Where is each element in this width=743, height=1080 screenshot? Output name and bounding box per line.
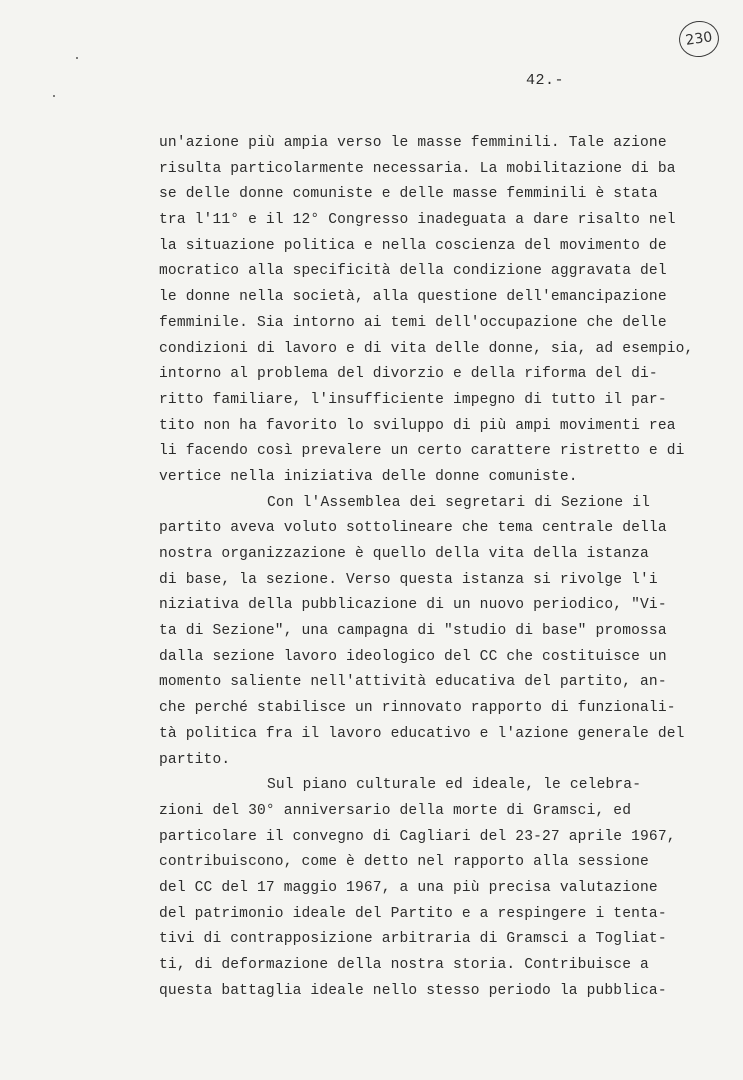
- text-line: se delle donne comuniste e delle masse femminili è stata: [159, 186, 658, 203]
- text-line: partito aveva voluto sottolineare che tema centrale della: [159, 520, 667, 537]
- scan-speck: [76, 57, 78, 59]
- text-line: di base, la sezione. Verso questa istanza si rivolge l'i: [159, 571, 658, 588]
- stamp-number: 230: [684, 29, 714, 49]
- text-line: questa battaglia ideale nello stesso periodo la pubblica-: [159, 982, 667, 999]
- text-line: del patrimonio ideale del Partito e a respingere i tenta-: [159, 905, 667, 922]
- text-line: momento saliente nell'attività educativa del partito, an-: [159, 674, 667, 691]
- body-text: [159, 131, 694, 1004]
- text-line: mocratico alla specificità della condizione aggravata del: [159, 263, 667, 280]
- text-line: dalla sezione lavoro ideologico del CC che costituisce un: [159, 648, 667, 665]
- text-line: li facendo così prevalere un certo carattere ristretto e di: [159, 443, 685, 460]
- text-line: un'azione più ampia verso le masse femminili. Tale azione: [159, 135, 667, 151]
- page-stamp: [677, 18, 722, 59]
- text-line: zioni del 30° anniversario della morte di Gramsci, ed: [159, 802, 632, 819]
- text-line: contribuiscono, come è detto nel rapporto alla sessione: [159, 854, 649, 871]
- text-line: partito.: [159, 751, 231, 768]
- scan-speck: [53, 95, 55, 97]
- page-number: 42.-: [526, 72, 565, 89]
- text-line: tra l'11° e il 12° Congresso inadeguata a dare risalto nel: [159, 212, 676, 229]
- paragraph-start-line: Con l'Assemblea dei segretari di Sezione il: [267, 494, 651, 511]
- text-line: condizioni di lavoro e di vita delle donne, sia, ad esempio,: [159, 340, 694, 357]
- text-line: particolare il convegno di Cagliari del 23-27 aprile 1967,: [159, 828, 676, 845]
- paragraph-start-line: Sul piano culturale ed ideale, le celebra-: [267, 777, 642, 794]
- text-line: che perché stabilisce un rinnovato rapporto di funzionali-: [159, 700, 676, 717]
- text-line: tito non ha favorito lo sviluppo di più ampi movimenti rea: [159, 417, 676, 434]
- text-line: ritto familiare, l'insufficiente impegno di tutto il par-: [159, 391, 667, 408]
- text-line: risulta particolarmente necessaria. La mobilitazione di ba: [159, 160, 676, 177]
- text-line: ti, di deformazione della nostra storia. Contribuisce a: [159, 957, 649, 973]
- text-line: tà politica fra il lavoro educativo e l'azione generale del: [159, 725, 685, 742]
- text-line: tivi di contrapposizione arbitraria di Gramsci a Togliat-: [159, 931, 667, 948]
- text-line: femminile. Sia intorno ai temi dell'occupazione che delle: [159, 314, 667, 331]
- text-line: intorno al problema del divorzio e della riforma del di-: [159, 366, 658, 383]
- text-line: le donne nella società, alla questione dell'emancipazione: [159, 289, 667, 306]
- text-line: del CC del 17 maggio 1967, a una più precisa valutazione: [159, 879, 658, 896]
- text-line: ta di Sezione", una campagna di "studio di base" promossa: [159, 623, 667, 640]
- text-line: la situazione politica e nella coscienza del movimento de: [159, 237, 667, 254]
- text-line: vertice nella iniziativa delle donne comuniste.: [159, 468, 578, 485]
- text-line: niziativa della pubblicazione di un nuovo periodico, "Vi-: [159, 597, 667, 614]
- text-line: nostra organizzazione è quello della vita della istanza: [159, 546, 649, 562]
